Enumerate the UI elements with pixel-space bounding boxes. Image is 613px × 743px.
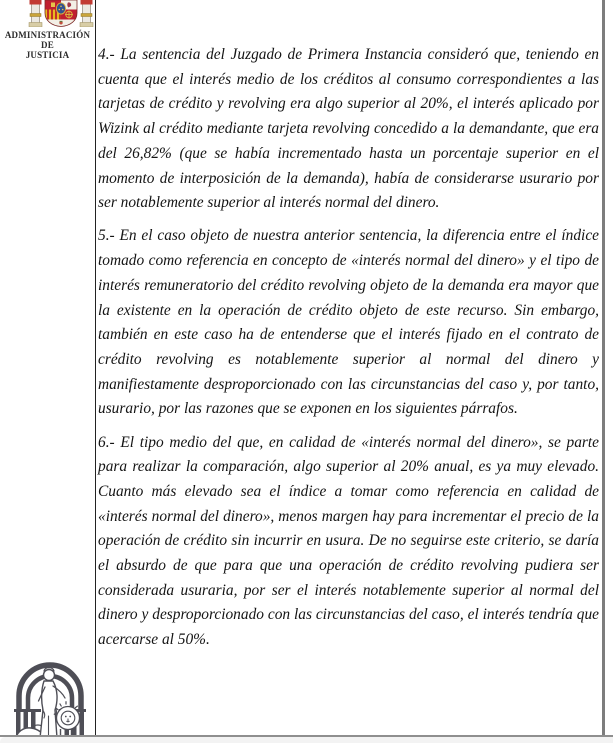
administracion-de-justicia-label [0,30,95,60]
paragraph-4: 4.- La sentencia del Juzgado de Primera Instancia consideró que, teniendo en cuenta que el interés medio de los créditos al consumo correspondientes a las tarjetas de crédito y revolving era algo superior al 20%, el interés aplicado por Wizink al crédito mediante tarjeta revolving concedido a la demandante, que era del 26,82% (que se había incrementado hasta un porcentaje superior en el momento de interposición de la demanda), había de considerarse usurario por ser notablemente superior al interés normal del dinero. [98,46,599,212]
page-bottom-strip [0,737,613,743]
org-label-line-1: ADMINISTRACIÓN [4,30,91,40]
document-body [98,0,599,661]
junta-de-andalucia-emblem-icon [11,654,89,735]
org-label-line-3: JUSTICIA [25,50,70,60]
left-margin-column [0,0,95,735]
left-vertical-rule [95,0,96,736]
paragraph-6: 6.- El tipo medio del que, en calidad de «interés normal del dinero», se parte para realizar la comparación, algo superior al 20% anual, es ya muy elevado. Cuanto más elevado sea el índice a tomar como referencia en calidad de «interés normal del dinero», menos margen hay para incrementar el precio de la operación de crédito sin incurrir en usura. De no seguirse este criterio, se daría el absurdo de que para que una operación de crédito revolving pudiera ser considerada usuraria, por ser el interés notablemente superior al normal del dinero y desproporcionado con las circunstancias del caso, el interés tendría que acercarse al 50%. [98,433,599,649]
right-vertical-rule [602,0,605,736]
org-label-line-2: DE [41,40,54,50]
paragraph-5: 5.- En el caso objeto de nuestra anterior sentencia, la diferencia entre el índice tomado como referencia en concepto de «interés normal del dinero» y el tipo de interés remuneratorio del crédito revolving objeto de la demanda era mayor que la existente en la operación de crédito objeto de este recurso. Sin embargo, también en este caso ha de entenderse que el interés fijado en el contrato de crédito revolving es notablemente superior al normal del dinero y manifiestamente desproporcionado con las circunstancias del caso y, por tanto, usurario, por las razones que se exponen en los siguientes párrafos. [98,227,599,418]
spain-coat-of-arms-icon [28,0,94,27]
